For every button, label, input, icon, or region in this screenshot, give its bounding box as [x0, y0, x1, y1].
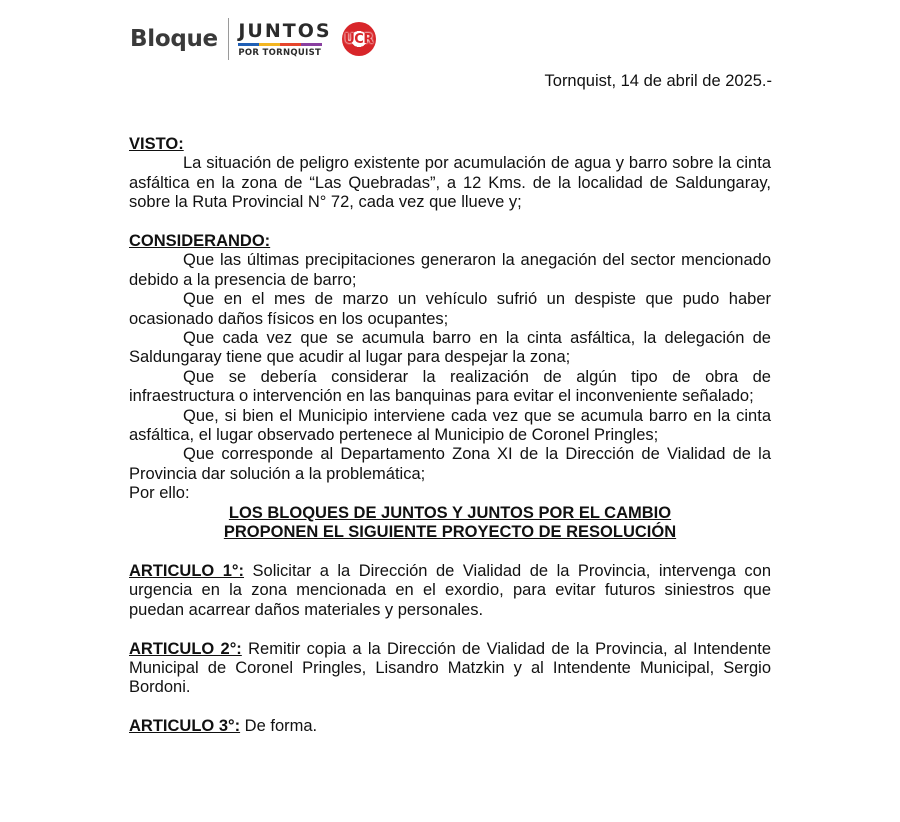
considerando-paragraph: Que las últimas precipitaciones generaron la anegación del sector mencionado debido a la presencia de barro; — [129, 251, 771, 289]
visto-heading: VISTO: — [129, 135, 184, 153]
considerando-paragraph: Que se debería considerar la realización de algún tipo de obra de infraestructura o intervención en las banquinas para evitar el inconveniente señalado; — [129, 367, 771, 406]
articulo-label: ARTICULO 1°: — [129, 561, 245, 580]
bloque-logo-text: Bloque — [130, 26, 218, 52]
letterhead — [130, 16, 376, 62]
por-tornquist-text: POR TORNQUIST — [238, 47, 322, 58]
considerando-paragraph: Que, si bien el Municipio interviene cada vez que se acumula barro en la cinta asfáltica, el lugar observado pertenece al Municipio de Coronel Pringles; — [129, 406, 771, 445]
proyecto-title-line1: LOS BLOQUES DE JUNTOS Y JUNTOS POR EL CAMBIO — [228, 503, 672, 522]
juntos-color-bar — [238, 43, 322, 46]
articulo-label: ARTICULO 3°: — [129, 717, 241, 736]
ucr-logo — [342, 22, 376, 56]
articulo-text: Solicitar a la Dirección de Vialidad de la Provincia, intervenga con urgencia en la zona mencionada en el exordio, para evitar futuros siniestros que puedan acarrear daños materiales y personales. — [129, 561, 772, 619]
juntos-logo-text: JUNTOS — [238, 19, 332, 42]
considerando-paragraph: Que en el mes de marzo un vehículo sufrió un despiste que pudo haber ocasionado daños físicos en los ocupantes; — [129, 290, 771, 328]
articulo-1 — [129, 562, 771, 620]
considerando-heading: CONSIDERANDO: — [129, 232, 271, 251]
considerando-paragraph: Que corresponde al Departamento Zona XI de la Dirección de Vialidad de la Provincia dar solución a la problemática; — [129, 445, 771, 483]
articulo-text: De forma. — [240, 717, 318, 736]
document-date: Tornquist, 14 de abril de 2025.- — [544, 72, 772, 90]
proyecto-title-line2: PROPONEN EL SIGUIENTE PROYECTO DE RESOLUCIÓN — [223, 523, 677, 542]
ucr-logo-text: UCR — [344, 32, 373, 47]
articulo-2 — [129, 640, 771, 698]
visto-text: La situación de peligro existente por acumulación de agua y barro sobre la cinta asfáltica en la zona de “Las Quebradas”, a 12 Kms. de la localidad de Saldungaray, sobre la Ruta Provincial N° 72, cada vez que llueve y; — [129, 154, 771, 212]
articulo-text: Remitir copia a la Dirección de Vialidad de la Provincia, al Intendente Municipal de Coronel Pringles, Lisandro Matzkin y al Intendente Municipal, Sergio Bordoni. — [129, 639, 772, 697]
considerando-paragraph: Que cada vez que se acumula barro en la cinta asfáltica, la delegación de Saldungaray tiene que acudir al lugar para despejar la zona; — [129, 329, 771, 367]
logo-divider — [228, 18, 230, 60]
juntos-logo — [238, 21, 331, 58]
por-ello-text: Por ello: — [129, 484, 190, 503]
articulo-label: ARTICULO 2°: — [129, 639, 242, 658]
articulo-3 — [129, 717, 771, 736]
document-body — [129, 135, 771, 737]
